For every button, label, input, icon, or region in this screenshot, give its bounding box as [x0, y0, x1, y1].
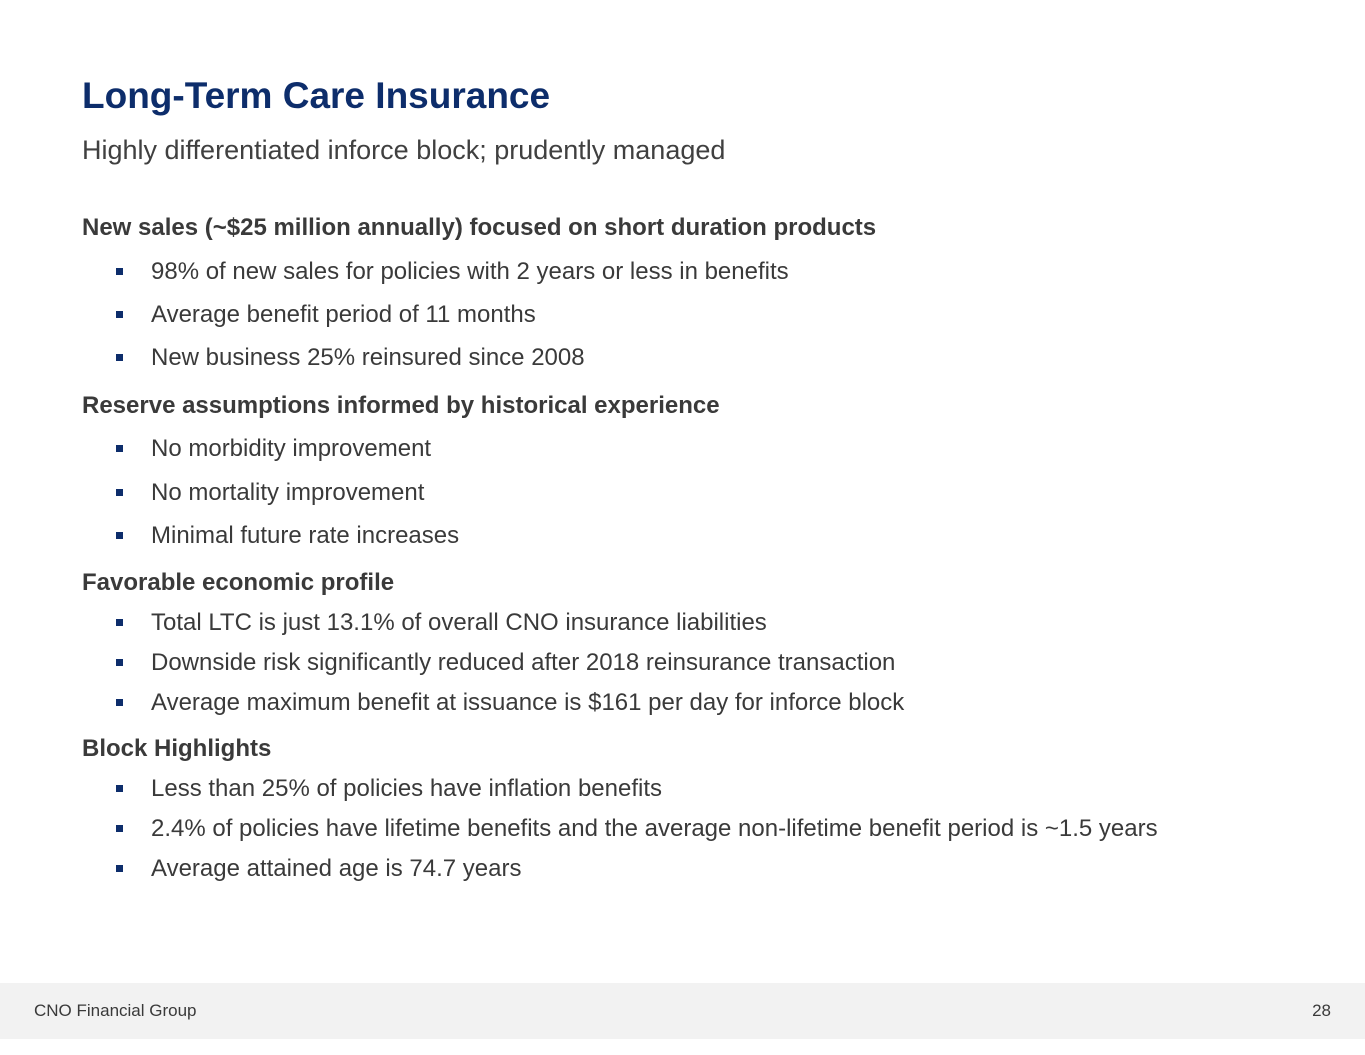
list-item-text: 2.4% of policies have lifetime benefits and the average non-lifetime benefit period is ~1.5 years	[151, 815, 1158, 842]
square-bullet-icon	[116, 489, 123, 496]
page-title: Long-Term Care Insurance	[82, 75, 551, 116]
list-item-text: Total LTC is just 13.1% of overall CNO insurance liabilities	[151, 609, 767, 636]
list-item-text: No morbidity improvement	[151, 435, 432, 462]
square-bullet-icon	[116, 659, 123, 666]
section-heading-new-sales: New sales (~$25 million annually) focused on short duration products	[82, 214, 877, 241]
page-number: 28	[1312, 1001, 1331, 1020]
square-bullet-icon	[116, 445, 123, 452]
list-item-text: 98% of new sales for policies with 2 years or less in benefits	[151, 258, 789, 285]
footer	[0, 983, 1365, 1039]
list-item-text: Less than 25% of policies have inflation benefits	[151, 775, 662, 802]
square-bullet-icon	[116, 354, 123, 361]
list-item-text: Average maximum benefit at issuance is $161 per day for inforce block	[151, 689, 905, 716]
square-bullet-icon	[116, 825, 123, 832]
square-bullet-icon	[116, 865, 123, 872]
section-heading-reserve-assumptions: Reserve assumptions informed by historical experience	[82, 392, 720, 419]
footer-company-name: CNO Financial Group	[34, 1001, 197, 1020]
section-heading-economic-profile: Favorable economic profile	[82, 569, 395, 596]
list-item-text: New business 25% reinsured since 2008	[151, 344, 585, 371]
square-bullet-icon	[116, 699, 123, 706]
page-subtitle: Highly differentiated inforce block; prudently managed	[82, 135, 726, 165]
list-item-text: No mortality improvement	[151, 479, 425, 506]
square-bullet-icon	[116, 532, 123, 539]
square-bullet-icon	[116, 268, 123, 275]
list-item-text: Average benefit period of 11 months	[151, 301, 536, 328]
section-heading-block-highlights: Block Highlights	[82, 735, 272, 762]
list-item-text: Minimal future rate increases	[151, 522, 460, 549]
list-item-text: Average attained age is 74.7 years	[151, 855, 522, 882]
square-bullet-icon	[116, 785, 123, 792]
list-item-text: Downside risk significantly reduced after 2018 reinsurance transaction	[151, 649, 896, 676]
square-bullet-icon	[116, 311, 123, 318]
square-bullet-icon	[116, 619, 123, 626]
